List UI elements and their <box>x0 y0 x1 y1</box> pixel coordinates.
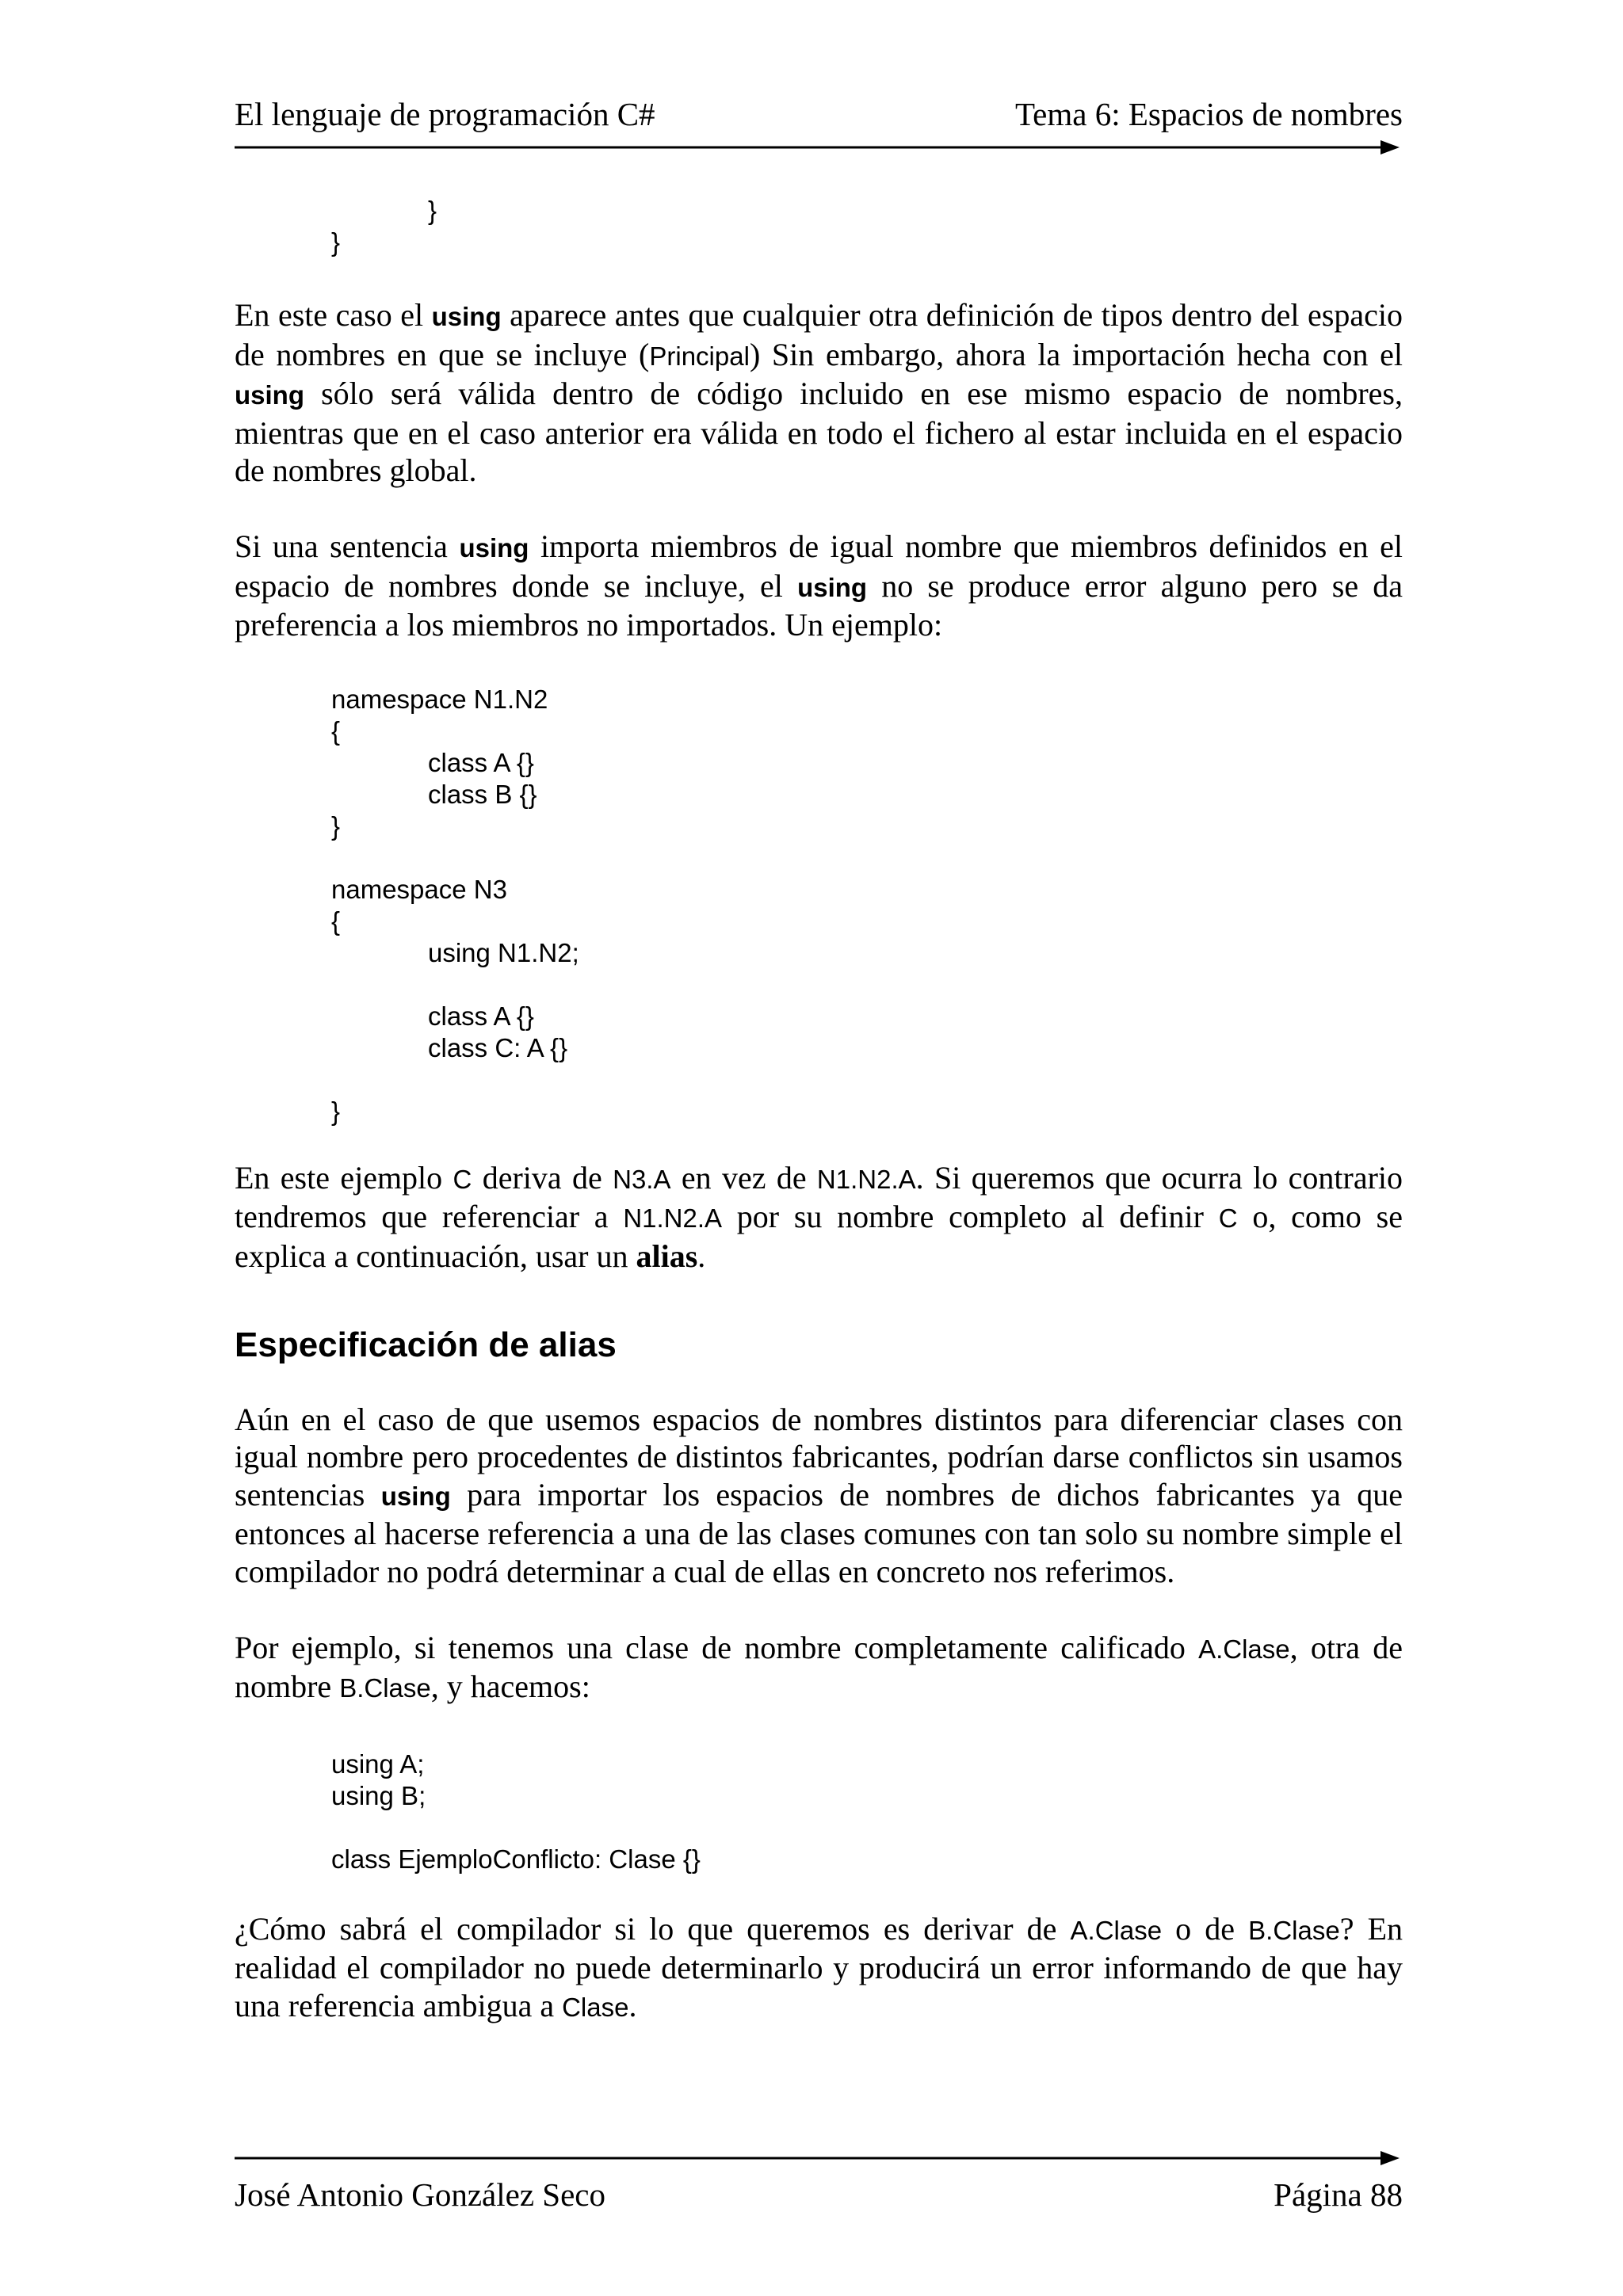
paragraph-using-scope: En este caso el using aparece antes que cualquier otra definición de tipos dentro del espacio de nombres en que se incluye (Principal) Sin embargo, ahora la importación hecha con el using sólo será válida dentro de código incluido en ese mismo espacio de nombres, mientras que en el caso anterior era válida en todo el fichero al estar incluida en el espacio de nombres global. <box>235 297 1403 489</box>
code-line: class A {} <box>428 1001 534 1031</box>
footer-arrow-rule <box>235 2149 1400 2168</box>
code-block-conflict <box>235 1749 1403 1875</box>
code-line: { <box>331 906 341 936</box>
footer-author: José Antonio González Seco <box>235 2176 605 2213</box>
paragraph-ambiguous-reference: ¿Cómo sabrá el compilador si lo que queremos es derivar de A.Clase o de B.Clase? En realidad el compilador no puede determinarlo y producirá un error informando de que hay una referencia ambigua a Clase. <box>235 1910 1403 2023</box>
inline-code: Clase <box>562 1992 629 2022</box>
code-line: } <box>331 810 341 841</box>
paragraph-alias-example-intro: Por ejemplo, si tenemos una clase de nombre completamente calificado A.Clase, otra de nombre B.Clase, y hacemos: <box>235 1629 1403 1705</box>
inline-code: Principal <box>649 341 750 371</box>
footer-page-number: Página 88 <box>1274 2176 1403 2213</box>
inline-keyword: using <box>459 532 529 563</box>
code-line: using N1.N2; <box>428 937 579 967</box>
code-line: { <box>331 715 341 746</box>
code-line: } <box>331 1096 341 1126</box>
page-content <box>235 195 1403 2026</box>
code-line: using B; <box>331 1780 426 1810</box>
inline-code: A.Clase <box>1070 1915 1163 1945</box>
inline-code: N1.N2.A <box>623 1203 723 1234</box>
inline-keyword: using <box>235 380 304 410</box>
page-footer <box>235 2177 1403 2212</box>
inline-code: N1.N2.A <box>816 1164 916 1194</box>
code-line: class C: A {} <box>428 1032 568 1062</box>
code-block-closing <box>235 195 1403 258</box>
inline-code: B.Clase <box>339 1673 431 1703</box>
inline-code: N3.A <box>613 1164 671 1194</box>
code-line: } <box>428 196 437 225</box>
header-arrow-rule <box>235 138 1400 157</box>
bold-term: alias <box>636 1238 698 1274</box>
paragraph-alias-conflicts: Aún en el caso de que usemos espacios de nombres distintos para diferenciar clases con igual nombre pero procedentes de distintos fabricantes, podrían darse conflictos sin usamos sentencias using para importar los espacios de nombres de dichos fabricantes ya que entonces al hacerse referencia a una de las clases comunes con tan solo su nombre simple el compilador no podrá determinar a cual de ellas en concreto nos referimos. <box>235 1401 1403 1589</box>
inline-code: A.Clase <box>1198 1634 1290 1664</box>
inline-keyword: using <box>380 1481 451 1511</box>
inline-code: C <box>1218 1203 1238 1234</box>
header-chapter-title: Tema 6: Espacios de nombres <box>1015 96 1403 132</box>
code-line: class B {} <box>428 779 537 809</box>
code-line: } <box>331 227 341 257</box>
page-header <box>235 97 1403 132</box>
header-book-title: El lenguaje de programación C# <box>235 96 655 132</box>
paragraph-using-preference: Si una sentencia using importa miembros de igual nombre que miembros definidos en el espacio de nombres donde se incluye, el using no se produce error alguno pero se da preferencia a los miembros no importados. Un ejemplo: <box>235 528 1403 643</box>
inline-keyword: using <box>797 572 868 602</box>
code-line: class A {} <box>428 747 534 777</box>
code-line: class EjemploConflicto: Clase {} <box>331 1844 701 1874</box>
code-line: namespace N3 <box>331 874 507 904</box>
section-heading: Especificación de alias <box>235 1325 617 1364</box>
inline-code: C <box>453 1164 472 1194</box>
code-line: namespace N1.N2 <box>331 684 548 714</box>
code-block-namespaces <box>235 684 1403 1127</box>
paragraph-example-explanation: En este ejemplo C deriva de N3.A en vez de N1.N2.A. Si queremos que ocurra lo contrario tendremos que referenciar a N1.N2.A por su nombre completo al definir C o, como se explica a continuación, usar un alias. <box>235 1159 1403 1274</box>
inline-code: B.Clase <box>1248 1915 1340 1945</box>
code-line: using A; <box>331 1749 425 1779</box>
inline-keyword: using <box>431 302 502 331</box>
